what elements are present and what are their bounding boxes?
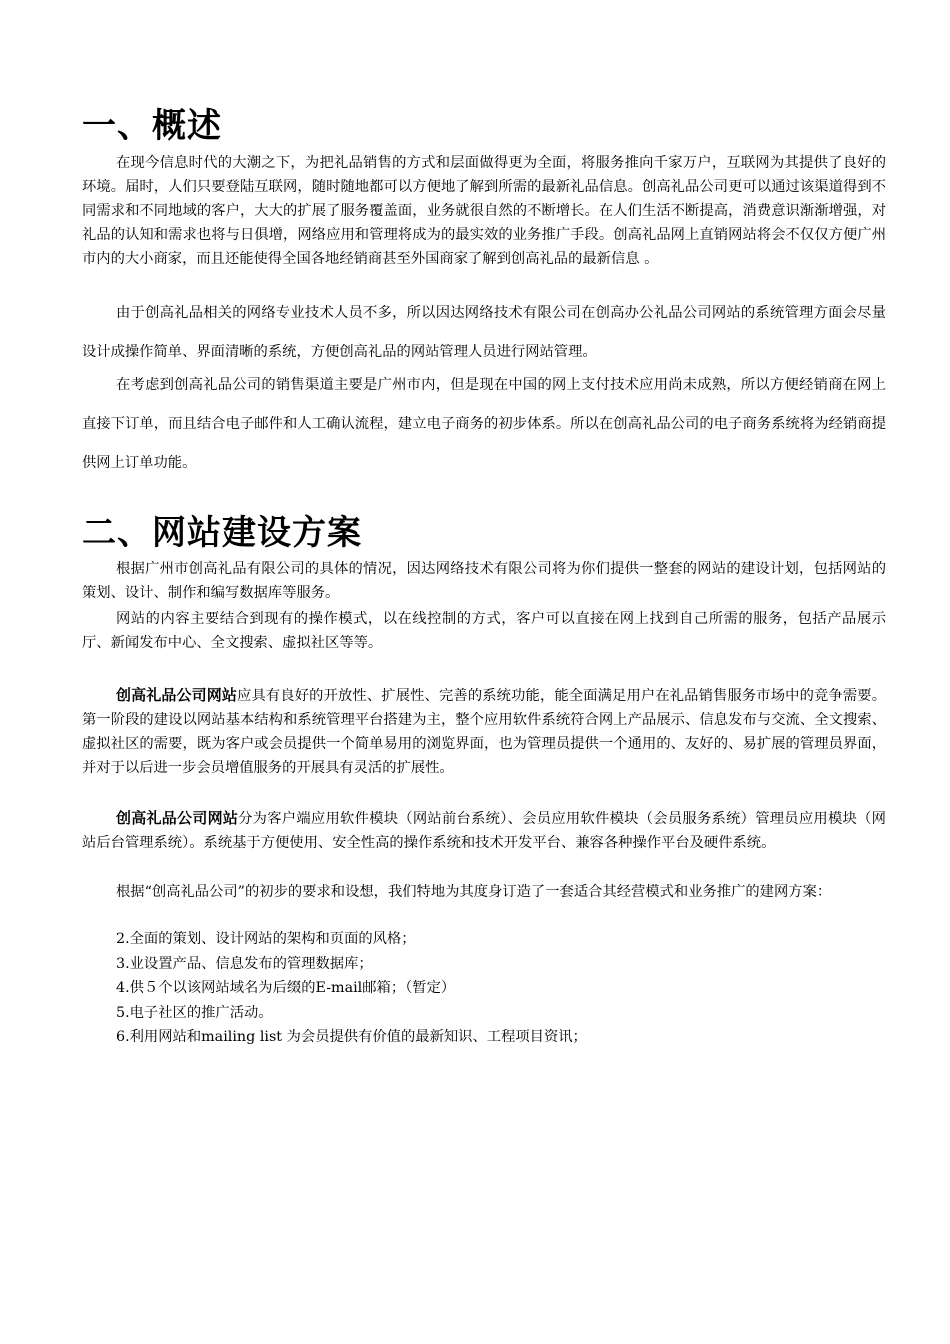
section-2-title: 二、网站建设方案 [82,513,362,553]
company-site-name: 创高礼品公司网站 [116,686,238,704]
list-item: 5.电子社区的推广活动。 [116,1004,273,1021]
list-item: 2.全面的策划、设计网站的架构和页面的风格； [116,931,416,947]
section-2-paragraph-3-body: 应具有良好的开放性、扩展性、完善的系统功能，能全面满足用户在礼品销售服务市场中的竞争需要。第一阶段的建设以网站基本结构和系统管理平台搭建为主，整个应用软件系统符合网上产品展示、信息发布与交流、全文搜索、虚拟社区的需要，既为客户或会员提供一个简单易用的浏览界面，也为管理员提供一个通用的、友好的、易扩展的管理员界面，并对于以后进一步会员增值服务的开展具有灵活的扩展性。 [82,688,886,776]
section-2-paragraph-5: 根据“创高礼品公司”的初步的要求和设想，我们特地为其度身订造了一套适合其经营模式和业务推广的建网方案： [116,884,832,900]
section-2-paragraph-3 [82,683,886,780]
section-2-paragraph-2: 网站的内容主要结合到现有的操作模式，以在线控制的方式，客户可以直接在网上找到自己所需的服务，包括产品展示厅、新闻发布中心、全文搜索、虚拟社区等等。 [82,611,886,651]
section-2-paragraph-4-body: 分为客户端应用软件模块（网站前台系统）、会员应用软件模块（会员服务系统）管理员应用模块（网站后台管理系统）。系统基于方便使用、安全性高的操作系统和技术开发平台、兼容各种操作平台及硬件系统。 [82,811,886,851]
section-1-paragraph-1: 在现今信息时代的大潮之下，为把礼品销售的方式和层面做得更为全面，将服务推向千家万户，互联网为其提供了良好的环境。届时，人们只要登陆互联网，随时随地都可以方便地了解到所需的最新礼品信息。创高礼品公司更可以通过该渠道得到不同需求和不同地域的客户，大大的扩展了服务覆盖面，业务就很自然的不断增长。在人们生活不断提高，消费意识渐渐增强，对礼品的认知和需求也将与日俱增，网络应用和管理将成为的最实效的业务推广手段。创高礼品网上直销网站将会不仅仅方便广州市内的大小商家，而且还能使得全国各地经销商甚至外国商家了解到创高礼品的最新信息 。 [82,155,886,267]
section-2-paragraph-1: 根据广州市创高礼品有限公司的具体的情况，因达网络技术有限公司将为你们提供一整套的网站的建设计划，包括网站的策划、设计、制作和编写数据库等服务。 [82,561,886,601]
section-1-paragraph-2: 由于创高礼品相关的网络专业技术人员不多，所以因达网络技术有限公司在创高办公礼品公司网站的系统管理方面会尽量设计成操作简单、界面清晰的系统，方便创高礼品的网站管理人员进行网站管理。 [82,305,886,360]
plan-list [116,927,587,1050]
list-item: 4.供５个以该网站域名为后缀的E-mail邮箱；（暂定） [116,980,456,997]
list-item: 6.利用网站和mailing list 为会员提供有价值的最新知识、工程项目资讯； [116,1029,587,1046]
list-item: 3.业设置产品、信息发布的管理数据库； [116,955,373,972]
section-1-title: 一、概述 [82,106,222,146]
section-1-paragraph-3: 在考虑到创高礼品公司的销售渠道主要是广州市内，但是现在中国的网上支付技术应用尚未成熟，所以方便经销商在网上直接下订单，而且结合电子邮件和人工确认流程，建立电子商务的初步体系。所以在创高礼品公司的电子商务系统将为经销商提供网上订单功能。 [82,377,886,471]
section-2-paragraph-4 [82,806,886,855]
company-site-name-2: 创高礼品公司网站 [116,809,239,827]
